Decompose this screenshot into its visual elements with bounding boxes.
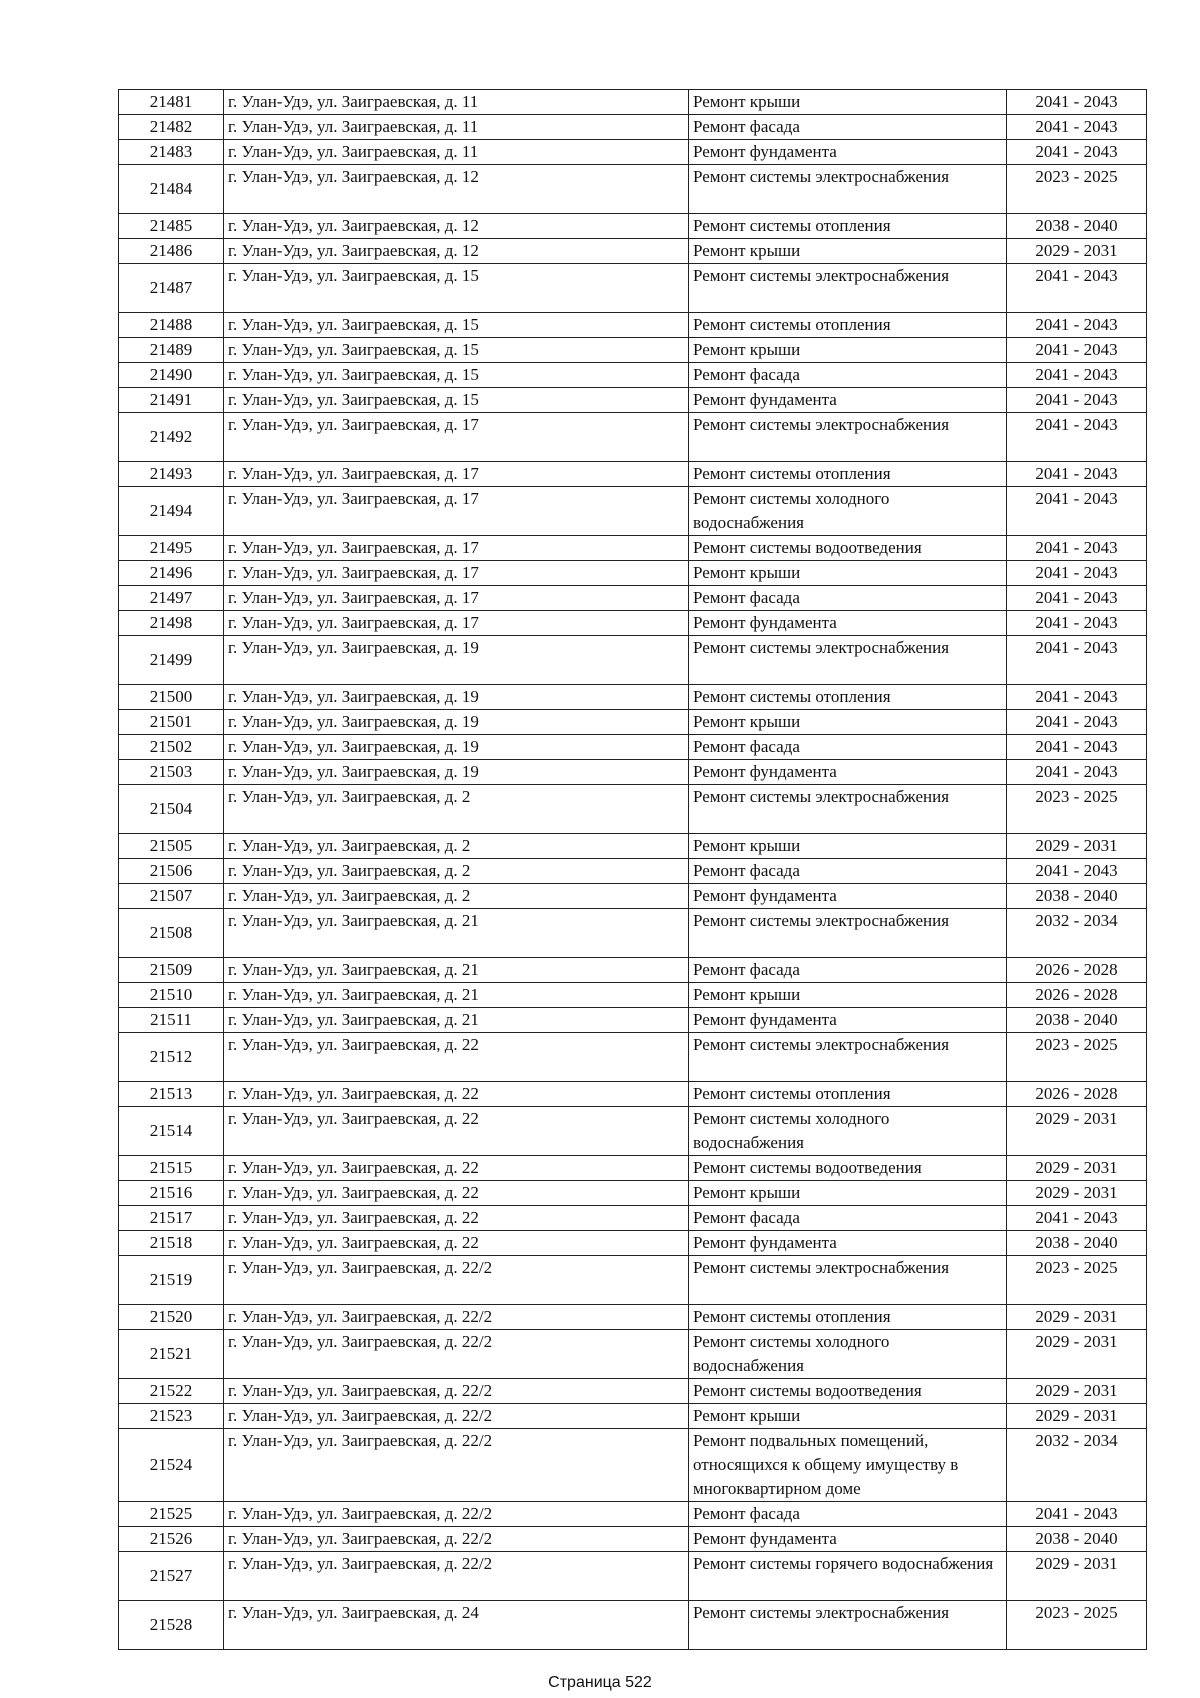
period-cell: 2041 - 2043 <box>1007 561 1147 586</box>
page-number: Страница 522 <box>548 1674 652 1691</box>
document-table-container <box>118 89 1146 1650</box>
period-cell: 2029 - 2031 <box>1007 239 1147 264</box>
work-type-cell: Ремонт системы отопления <box>689 214 1007 239</box>
period-cell: 2032 - 2034 <box>1007 909 1147 958</box>
table-row <box>119 859 1147 884</box>
row-number-cell: 21498 <box>119 611 224 636</box>
address-cell: г. Улан-Удэ, ул. Заиграевская, д. 12 <box>224 239 689 264</box>
period-cell: 2023 - 2025 <box>1007 165 1147 214</box>
work-type-cell: Ремонт фундамента <box>689 388 1007 413</box>
table-row <box>119 586 1147 611</box>
work-type-cell: Ремонт системы водоотведения <box>689 536 1007 561</box>
period-cell: 2041 - 2043 <box>1007 611 1147 636</box>
table-row <box>119 561 1147 586</box>
work-type-cell: Ремонт крыши <box>689 561 1007 586</box>
table-row <box>119 140 1147 165</box>
repair-schedule-table <box>118 89 1147 1650</box>
row-number-cell: 21503 <box>119 760 224 785</box>
table-row <box>119 413 1147 462</box>
period-cell: 2023 - 2025 <box>1007 1601 1147 1650</box>
address-cell: г. Улан-Удэ, ул. Заиграевская, д. 22/2 <box>224 1256 689 1305</box>
table-row <box>119 487 1147 536</box>
address-cell: г. Улан-Удэ, ул. Заиграевская, д. 2 <box>224 785 689 834</box>
table-row <box>119 1502 1147 1527</box>
address-cell: г. Улан-Удэ, ул. Заиграевская, д. 22/2 <box>224 1429 689 1502</box>
address-cell: г. Улан-Удэ, ул. Заиграевская, д. 15 <box>224 338 689 363</box>
row-number-cell: 21502 <box>119 735 224 760</box>
period-cell: 2041 - 2043 <box>1007 462 1147 487</box>
row-number-cell: 21507 <box>119 884 224 909</box>
work-type-cell: Ремонт системы электроснабжения <box>689 1033 1007 1082</box>
work-type-cell: Ремонт фасада <box>689 1206 1007 1231</box>
period-cell: 2041 - 2043 <box>1007 388 1147 413</box>
table-row <box>119 338 1147 363</box>
row-number-cell: 21508 <box>119 909 224 958</box>
work-type-cell: Ремонт крыши <box>689 239 1007 264</box>
row-number-cell: 21488 <box>119 313 224 338</box>
row-number-cell: 21501 <box>119 710 224 735</box>
row-number-cell: 21496 <box>119 561 224 586</box>
address-cell: г. Улан-Удэ, ул. Заиграевская, д. 22/2 <box>224 1404 689 1429</box>
work-type-cell: Ремонт крыши <box>689 1181 1007 1206</box>
row-number-cell: 21527 <box>119 1552 224 1601</box>
period-cell: 2029 - 2031 <box>1007 1156 1147 1181</box>
work-type-cell: Ремонт системы электроснабжения <box>689 165 1007 214</box>
period-cell: 2029 - 2031 <box>1007 1552 1147 1601</box>
table-row <box>119 313 1147 338</box>
table-row <box>119 611 1147 636</box>
period-cell: 2041 - 2043 <box>1007 760 1147 785</box>
address-cell: г. Улан-Удэ, ул. Заиграевская, д. 15 <box>224 388 689 413</box>
period-cell: 2041 - 2043 <box>1007 115 1147 140</box>
table-row <box>119 1429 1147 1502</box>
table-row <box>119 1404 1147 1429</box>
address-cell: г. Улан-Удэ, ул. Заиграевская, д. 22 <box>224 1231 689 1256</box>
table-row <box>119 1231 1147 1256</box>
table-row <box>119 735 1147 760</box>
period-cell: 2041 - 2043 <box>1007 636 1147 685</box>
row-number-cell: 21504 <box>119 785 224 834</box>
row-number-cell: 21481 <box>119 90 224 115</box>
period-cell: 2041 - 2043 <box>1007 363 1147 388</box>
address-cell: г. Улан-Удэ, ул. Заиграевская, д. 12 <box>224 165 689 214</box>
period-cell: 2041 - 2043 <box>1007 1206 1147 1231</box>
row-number-cell: 21494 <box>119 487 224 536</box>
address-cell: г. Улан-Удэ, ул. Заиграевская, д. 17 <box>224 611 689 636</box>
row-number-cell: 21487 <box>119 264 224 313</box>
period-cell: 2038 - 2040 <box>1007 884 1147 909</box>
period-cell: 2023 - 2025 <box>1007 785 1147 834</box>
address-cell: г. Улан-Удэ, ул. Заиграевская, д. 12 <box>224 214 689 239</box>
work-type-cell: Ремонт системы отопления <box>689 462 1007 487</box>
period-cell: 2026 - 2028 <box>1007 1082 1147 1107</box>
row-number-cell: 21505 <box>119 834 224 859</box>
period-cell: 2041 - 2043 <box>1007 536 1147 561</box>
row-number-cell: 21490 <box>119 363 224 388</box>
work-type-cell: Ремонт фасада <box>689 958 1007 983</box>
table-row <box>119 1156 1147 1181</box>
period-cell: 2038 - 2040 <box>1007 1527 1147 1552</box>
work-type-cell: Ремонт системы холодного водоснабжения <box>689 1330 1007 1379</box>
work-type-cell: Ремонт системы отопления <box>689 685 1007 710</box>
address-cell: г. Улан-Удэ, ул. Заиграевская, д. 15 <box>224 363 689 388</box>
table-row <box>119 1305 1147 1330</box>
row-number-cell: 21486 <box>119 239 224 264</box>
row-number-cell: 21500 <box>119 685 224 710</box>
address-cell: г. Улан-Удэ, ул. Заиграевская, д. 24 <box>224 1601 689 1650</box>
table-row <box>119 115 1147 140</box>
row-number-cell: 21482 <box>119 115 224 140</box>
address-cell: г. Улан-Удэ, ул. Заиграевская, д. 22/2 <box>224 1330 689 1379</box>
address-cell: г. Улан-Удэ, ул. Заиграевская, д. 22 <box>224 1156 689 1181</box>
row-number-cell: 21510 <box>119 983 224 1008</box>
work-type-cell: Ремонт фундамента <box>689 760 1007 785</box>
period-cell: 2041 - 2043 <box>1007 735 1147 760</box>
row-number-cell: 21521 <box>119 1330 224 1379</box>
work-type-cell: Ремонт фасада <box>689 586 1007 611</box>
address-cell: г. Улан-Удэ, ул. Заиграевская, д. 2 <box>224 859 689 884</box>
address-cell: г. Улан-Удэ, ул. Заиграевская, д. 21 <box>224 909 689 958</box>
table-row <box>119 1181 1147 1206</box>
address-cell: г. Улан-Удэ, ул. Заиграевская, д. 19 <box>224 636 689 685</box>
work-type-cell: Ремонт системы электроснабжения <box>689 264 1007 313</box>
row-number-cell: 21520 <box>119 1305 224 1330</box>
address-cell: г. Улан-Удэ, ул. Заиграевская, д. 22 <box>224 1107 689 1156</box>
table-row <box>119 90 1147 115</box>
work-type-cell: Ремонт крыши <box>689 338 1007 363</box>
period-cell: 2032 - 2034 <box>1007 1429 1147 1502</box>
period-cell: 2029 - 2031 <box>1007 1181 1147 1206</box>
work-type-cell: Ремонт фасада <box>689 735 1007 760</box>
row-number-cell: 21493 <box>119 462 224 487</box>
row-number-cell: 21523 <box>119 1404 224 1429</box>
table-row <box>119 536 1147 561</box>
address-cell: г. Улан-Удэ, ул. Заиграевская, д. 15 <box>224 313 689 338</box>
period-cell: 2029 - 2031 <box>1007 1330 1147 1379</box>
period-cell: 2041 - 2043 <box>1007 413 1147 462</box>
period-cell: 2041 - 2043 <box>1007 586 1147 611</box>
row-number-cell: 21517 <box>119 1206 224 1231</box>
table-row <box>119 462 1147 487</box>
table-row <box>119 785 1147 834</box>
period-cell: 2023 - 2025 <box>1007 1256 1147 1305</box>
row-number-cell: 21506 <box>119 859 224 884</box>
period-cell: 2041 - 2043 <box>1007 487 1147 536</box>
row-number-cell: 21495 <box>119 536 224 561</box>
address-cell: г. Улан-Удэ, ул. Заиграевская, д. 22/2 <box>224 1305 689 1330</box>
address-cell: г. Улан-Удэ, ул. Заиграевская, д. 21 <box>224 983 689 1008</box>
work-type-cell: Ремонт системы электроснабжения <box>689 1601 1007 1650</box>
table-body <box>119 90 1147 1650</box>
row-number-cell: 21491 <box>119 388 224 413</box>
table-row <box>119 1107 1147 1156</box>
period-cell: 2038 - 2040 <box>1007 1231 1147 1256</box>
row-number-cell: 21513 <box>119 1082 224 1107</box>
address-cell: г. Улан-Удэ, ул. Заиграевская, д. 19 <box>224 760 689 785</box>
period-cell: 2029 - 2031 <box>1007 1107 1147 1156</box>
row-number-cell: 21499 <box>119 636 224 685</box>
work-type-cell: Ремонт системы горячего водоснабжения <box>689 1552 1007 1601</box>
table-row <box>119 1082 1147 1107</box>
row-number-cell: 21509 <box>119 958 224 983</box>
row-number-cell: 21512 <box>119 1033 224 1082</box>
table-row <box>119 239 1147 264</box>
work-type-cell: Ремонт системы холодного водоснабжения <box>689 487 1007 536</box>
table-row <box>119 983 1147 1008</box>
work-type-cell: Ремонт фундамента <box>689 1527 1007 1552</box>
row-number-cell: 21514 <box>119 1107 224 1156</box>
address-cell: г. Улан-Удэ, ул. Заиграевская, д. 19 <box>224 735 689 760</box>
address-cell: г. Улан-Удэ, ул. Заиграевская, д. 17 <box>224 487 689 536</box>
work-type-cell: Ремонт крыши <box>689 1404 1007 1429</box>
row-number-cell: 21519 <box>119 1256 224 1305</box>
address-cell: г. Улан-Удэ, ул. Заиграевская, д. 22 <box>224 1033 689 1082</box>
period-cell: 2041 - 2043 <box>1007 685 1147 710</box>
row-number-cell: 21518 <box>119 1231 224 1256</box>
table-row <box>119 1206 1147 1231</box>
work-type-cell: Ремонт системы электроснабжения <box>689 785 1007 834</box>
address-cell: г. Улан-Удэ, ул. Заиграевская, д. 21 <box>224 958 689 983</box>
table-row <box>119 834 1147 859</box>
row-number-cell: 21526 <box>119 1527 224 1552</box>
address-cell: г. Улан-Удэ, ул. Заиграевская, д. 22/2 <box>224 1379 689 1404</box>
address-cell: г. Улан-Удэ, ул. Заиграевская, д. 17 <box>224 462 689 487</box>
period-cell: 2038 - 2040 <box>1007 214 1147 239</box>
row-number-cell: 21524 <box>119 1429 224 1502</box>
table-row <box>119 909 1147 958</box>
period-cell: 2041 - 2043 <box>1007 1502 1147 1527</box>
table-row <box>119 363 1147 388</box>
work-type-cell: Ремонт системы водоотведения <box>689 1156 1007 1181</box>
work-type-cell: Ремонт системы отопления <box>689 313 1007 338</box>
row-number-cell: 21515 <box>119 1156 224 1181</box>
address-cell: г. Улан-Удэ, ул. Заиграевская, д. 17 <box>224 413 689 462</box>
table-row <box>119 1379 1147 1404</box>
table-row <box>119 1552 1147 1601</box>
work-type-cell: Ремонт фасада <box>689 363 1007 388</box>
row-number-cell: 21516 <box>119 1181 224 1206</box>
work-type-cell: Ремонт фасада <box>689 859 1007 884</box>
address-cell: г. Улан-Удэ, ул. Заиграевская, д. 17 <box>224 561 689 586</box>
period-cell: 2026 - 2028 <box>1007 958 1147 983</box>
address-cell: г. Улан-Удэ, ул. Заиграевская, д. 2 <box>224 884 689 909</box>
work-type-cell: Ремонт крыши <box>689 710 1007 735</box>
table-row <box>119 1330 1147 1379</box>
period-cell: 2038 - 2040 <box>1007 1008 1147 1033</box>
address-cell: г. Улан-Удэ, ул. Заиграевская, д. 22/2 <box>224 1552 689 1601</box>
address-cell: г. Улан-Удэ, ул. Заиграевская, д. 17 <box>224 586 689 611</box>
work-type-cell: Ремонт системы отопления <box>689 1082 1007 1107</box>
work-type-cell: Ремонт системы электроснабжения <box>689 1256 1007 1305</box>
period-cell: 2026 - 2028 <box>1007 983 1147 1008</box>
address-cell: г. Улан-Удэ, ул. Заиграевская, д. 2 <box>224 834 689 859</box>
row-number-cell: 21525 <box>119 1502 224 1527</box>
work-type-cell: Ремонт крыши <box>689 834 1007 859</box>
work-type-cell: Ремонт подвальных помещений, относящихся к общему имуществу в многоквартирном доме <box>689 1429 1007 1502</box>
period-cell: 2041 - 2043 <box>1007 140 1147 165</box>
period-cell: 2029 - 2031 <box>1007 834 1147 859</box>
row-number-cell: 21492 <box>119 413 224 462</box>
period-cell: 2041 - 2043 <box>1007 90 1147 115</box>
work-type-cell: Ремонт системы электроснабжения <box>689 636 1007 685</box>
work-type-cell: Ремонт фундамента <box>689 611 1007 636</box>
work-type-cell: Ремонт фундамента <box>689 1231 1007 1256</box>
work-type-cell: Ремонт фундамента <box>689 1008 1007 1033</box>
work-type-cell: Ремонт фундамента <box>689 140 1007 165</box>
table-row <box>119 958 1147 983</box>
address-cell: г. Улан-Удэ, ул. Заиграевская, д. 15 <box>224 264 689 313</box>
row-number-cell: 21489 <box>119 338 224 363</box>
work-type-cell: Ремонт системы электроснабжения <box>689 413 1007 462</box>
table-row <box>119 388 1147 413</box>
table-row <box>119 884 1147 909</box>
table-row <box>119 1008 1147 1033</box>
table-row <box>119 1033 1147 1082</box>
period-cell: 2041 - 2043 <box>1007 710 1147 735</box>
work-type-cell: Ремонт системы водоотведения <box>689 1379 1007 1404</box>
address-cell: г. Улан-Удэ, ул. Заиграевская, д. 22/2 <box>224 1502 689 1527</box>
work-type-cell: Ремонт системы холодного водоснабжения <box>689 1107 1007 1156</box>
work-type-cell: Ремонт крыши <box>689 90 1007 115</box>
address-cell: г. Улан-Удэ, ул. Заиграевская, д. 22 <box>224 1181 689 1206</box>
row-number-cell: 21483 <box>119 140 224 165</box>
period-cell: 2041 - 2043 <box>1007 264 1147 313</box>
work-type-cell: Ремонт системы отопления <box>689 1305 1007 1330</box>
table-row <box>119 214 1147 239</box>
period-cell: 2029 - 2031 <box>1007 1305 1147 1330</box>
table-row <box>119 165 1147 214</box>
address-cell: г. Улан-Удэ, ул. Заиграевская, д. 11 <box>224 140 689 165</box>
table-row <box>119 1527 1147 1552</box>
address-cell: г. Улан-Удэ, ул. Заиграевская, д. 22 <box>224 1082 689 1107</box>
table-row <box>119 685 1147 710</box>
table-row <box>119 710 1147 735</box>
address-cell: г. Улан-Удэ, ул. Заиграевская, д. 19 <box>224 685 689 710</box>
address-cell: г. Улан-Удэ, ул. Заиграевская, д. 17 <box>224 536 689 561</box>
address-cell: г. Улан-Удэ, ул. Заиграевская, д. 11 <box>224 90 689 115</box>
work-type-cell: Ремонт системы электроснабжения <box>689 909 1007 958</box>
table-row <box>119 1601 1147 1650</box>
period-cell: 2041 - 2043 <box>1007 859 1147 884</box>
work-type-cell: Ремонт фундамента <box>689 884 1007 909</box>
work-type-cell: Ремонт крыши <box>689 983 1007 1008</box>
period-cell: 2029 - 2031 <box>1007 1379 1147 1404</box>
table-row <box>119 636 1147 685</box>
row-number-cell: 21485 <box>119 214 224 239</box>
period-cell: 2029 - 2031 <box>1007 1404 1147 1429</box>
address-cell: г. Улан-Удэ, ул. Заиграевская, д. 19 <box>224 710 689 735</box>
address-cell: г. Улан-Удэ, ул. Заиграевская, д. 11 <box>224 115 689 140</box>
table-row <box>119 760 1147 785</box>
work-type-cell: Ремонт фасада <box>689 115 1007 140</box>
address-cell: г. Улан-Удэ, ул. Заиграевская, д. 22 <box>224 1206 689 1231</box>
row-number-cell: 21511 <box>119 1008 224 1033</box>
table-row <box>119 1256 1147 1305</box>
period-cell: 2041 - 2043 <box>1007 313 1147 338</box>
table-row <box>119 264 1147 313</box>
address-cell: г. Улан-Удэ, ул. Заиграевская, д. 22/2 <box>224 1527 689 1552</box>
period-cell: 2023 - 2025 <box>1007 1033 1147 1082</box>
work-type-cell: Ремонт фасада <box>689 1502 1007 1527</box>
row-number-cell: 21497 <box>119 586 224 611</box>
address-cell: г. Улан-Удэ, ул. Заиграевская, д. 21 <box>224 1008 689 1033</box>
row-number-cell: 21528 <box>119 1601 224 1650</box>
row-number-cell: 21484 <box>119 165 224 214</box>
row-number-cell: 21522 <box>119 1379 224 1404</box>
period-cell: 2041 - 2043 <box>1007 338 1147 363</box>
